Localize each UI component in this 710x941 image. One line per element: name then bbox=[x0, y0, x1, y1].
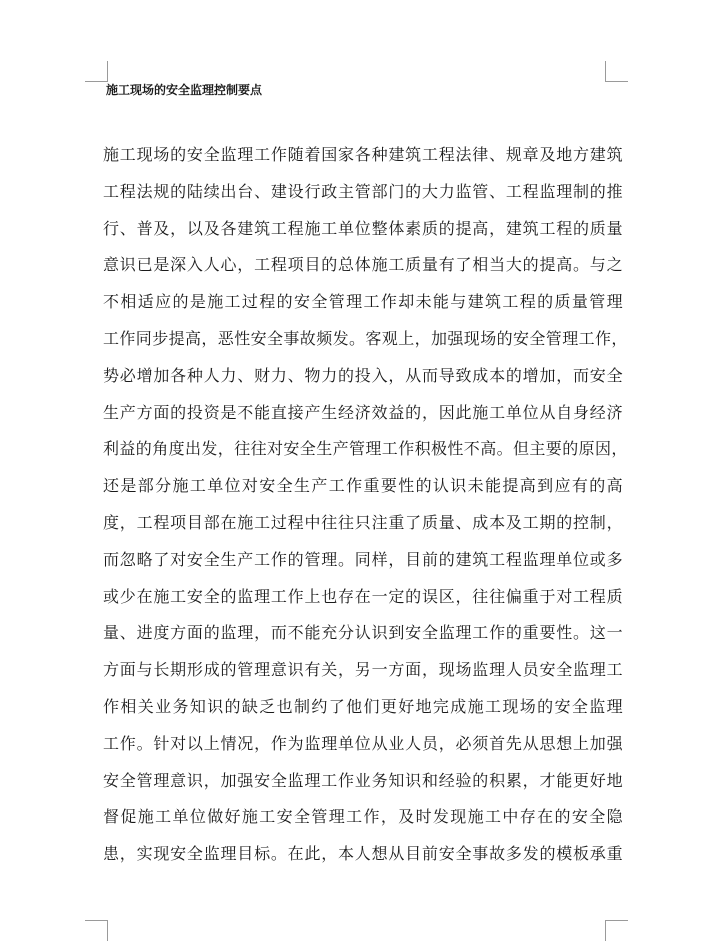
text-line: 患，实现安全监理目标。在此，本人想从目前安全事故多发的模板承重 bbox=[103, 844, 623, 864]
document-title: 施工现场的安全监理控制要点 bbox=[106, 83, 263, 97]
body-paragraph bbox=[103, 137, 628, 873]
text-line: 意识已是深入人心，工程项目的总体施工质量有了相当大的提高。与之 bbox=[103, 255, 623, 275]
text-line: 安全管理意识，加强安全监理工作业务知识和经验的积累，才能更好地 bbox=[103, 770, 623, 790]
text-line: 利益的角度出发，往往对安全生产管理工作积极性不高。但主要的原因， bbox=[103, 439, 628, 459]
text-line: 势必增加各种人力、财力、物力的投入，从而导致成本的增加，而安全 bbox=[103, 365, 623, 385]
text-line: 生产方面的投资是不能直接产生经济效益的，因此施工单位从自身经济 bbox=[103, 402, 623, 422]
text-line: 不相适应的是施工过程的安全管理工作却未能与建筑工程的质量管理 bbox=[103, 292, 623, 312]
text-line: 施工现场的安全监理工作随着国家各种建筑工程法律、规章及地方建筑 bbox=[103, 145, 623, 164]
text-line: 度，工程项目部在施工过程中往往只注重了质量、成本及工期的控制， bbox=[103, 512, 623, 532]
text-line: 还是部分施工单位对安全生产工作重要性的认识未能提高到应有的高 bbox=[103, 476, 623, 496]
crop-mark-top-left bbox=[85, 61, 108, 82]
text-line: 督促施工单位做好施工安全管理工作，及时发现施工中存在的安全隐 bbox=[103, 807, 623, 827]
crop-mark-top-right bbox=[605, 61, 628, 82]
text-line: 工作同步提高，恶性安全事故频发。客观上，加强现场的安全管理工作， bbox=[103, 328, 628, 348]
text-line: 或少在施工安全的监理工作上也存在一定的误区，往往偏重于对工程质 bbox=[103, 586, 623, 606]
text-line: 方面与长期形成的管理意识有关，另一方面，现场监理人员安全监理工 bbox=[103, 660, 623, 680]
text-line: 工作。针对以上情况，作为监理单位从业人员，必须首先从思想上加强 bbox=[103, 733, 623, 753]
text-line: 工程法规的陆续出台、建设行政主管部门的大力监管、工程监理制的推 bbox=[103, 181, 623, 201]
crop-mark-bottom-left bbox=[85, 920, 108, 941]
text-line: 量、进度方面的监理，而不能充分认识到安全监理工作的重要性。这一 bbox=[103, 623, 623, 643]
crop-mark-bottom-right bbox=[605, 920, 628, 941]
text-line: 行、普及，以及各建筑工程施工单位整体素质的提高，建筑工程的质量 bbox=[103, 218, 623, 238]
text-line: 作相关业务知识的缺乏也制约了他们更好地完成施工现场的安全监理 bbox=[103, 696, 623, 716]
text-line: 而忽略了对安全生产工作的管理。同样，目前的建筑工程监理单位或多 bbox=[103, 549, 623, 569]
